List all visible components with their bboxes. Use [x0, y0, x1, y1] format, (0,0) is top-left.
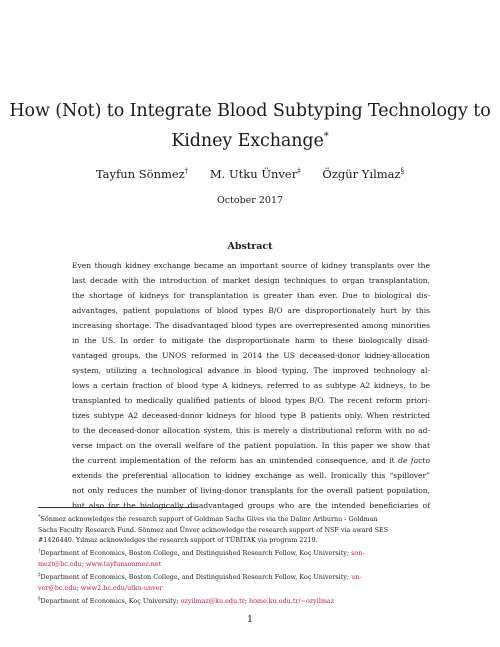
footnotes — [38, 512, 464, 608]
website-link[interactable]: www2.bc.edu/utku-unver — [80, 583, 163, 592]
title-line-2 — [0, 124, 500, 154]
footnote-line — [38, 512, 464, 525]
author-1 — [96, 167, 188, 181]
footnote-line: #1426440. Yılmaz acknowledges the research support of TÜBİTAK via program 2219. — [38, 535, 318, 544]
footnote-line — [38, 594, 464, 607]
abstract-line: extends the preferential allocation to kidney exchange as well. Ironically this “spillover” — [72, 471, 430, 480]
abstract-line: not only reduces the number of living-donor transplants for the overall patient population, — [72, 486, 430, 495]
abstract-line: system, utilizing a technological advance in blood typing. The improved technology al- — [72, 366, 430, 375]
author-list — [0, 167, 500, 181]
footnote-line — [38, 559, 464, 569]
author-1-name: Tayfun Sönmez — [95, 167, 185, 181]
abstract-line: but also for the biologically disadvantaged groups who are the intended beneficiaries of — [72, 501, 430, 510]
abstract-line: transplanted to medically qualified patients of blood types B/O. The recent reform priori- — [72, 396, 430, 405]
footnote-line: Sachs Faculty Research Fund. Sönmez and Ünver acknowledge the research support of NSF via award SES — [38, 525, 389, 534]
footnote-funding — [38, 512, 464, 545]
author-2-mark: ‡ — [297, 167, 301, 176]
abstract-line: increasing shortage. The disadvantaged blood types are overrepresented among minorities — [72, 321, 430, 330]
author-3 — [322, 167, 404, 181]
footnote-text: Sönmez acknowledges the research support of Goldman Sachs Gives via the Dalinc Ariburnu - Goldman — [40, 515, 378, 524]
footnote-mark: § — [38, 596, 41, 603]
abstract-line: lows a certain fraction of blood type A kidneys, referred to as subtype A2 kidneys, to be — [72, 381, 430, 390]
footnote-author-2 — [38, 570, 464, 593]
footnote-author-1 — [38, 546, 464, 569]
abstract-line: tizes subtype A2 deceased-donor kidneys for blood type B patients only. When restricted — [72, 411, 430, 420]
abstract-line: in the US. In order to mitigate the disproportionate harm to these biologically disad- — [72, 336, 430, 345]
author-1-mark: † — [184, 167, 189, 176]
website-link[interactable]: www.tayfunsonmez.net — [86, 559, 162, 568]
footnote-author-3 — [38, 594, 464, 607]
abstract-line: last decade with the introduction of market design techniques to organ transplantation, — [72, 276, 430, 285]
footnote-rule — [38, 507, 198, 508]
abstract-line-text: the current implementation of the reform has an unintended consequence, and it — [72, 456, 399, 465]
abstract-line: Even though kidney exchange became an important source of kidney transplants over the — [72, 261, 430, 270]
footnote-text: Department of Economics, Boston College, and Distinguished Research Fellow, Koç University; — [40, 573, 352, 582]
author-2 — [210, 167, 301, 181]
abstract-italic-phrase: de facto — [398, 456, 430, 465]
abstract-line: to the deceased-donor allocation system, this is merely a distributional reform with no ad- — [72, 426, 430, 435]
title-line-2-text: Kidney Exchange — [171, 130, 324, 151]
abstract-body — [72, 258, 430, 513]
abstract-line: vantaged groups, the UNOS reformed in 2014 the US deceased-donor kidney-allocation — [72, 351, 430, 360]
abstract-line: verse impact on the overall welfare of the patient population. In this paper we show that — [72, 441, 430, 450]
abstract-heading: Abstract — [227, 241, 273, 252]
title-footnote-mark: * — [323, 131, 329, 142]
footnote-separator: ; — [81, 559, 87, 568]
author-3-name: Özgür Yılmaz — [322, 167, 401, 181]
email-link-part[interactable]: son- — [351, 549, 365, 558]
abstract-line: advantages, patient populations of blood types B/O are disproportionately hurt by this — [72, 306, 430, 315]
email-link[interactable]: ver@bc.edu — [38, 583, 77, 592]
footnote-separator: ; — [244, 597, 249, 606]
footnote-mark: ‡ — [38, 572, 41, 579]
title-line-1: How (Not) to Integrate Blood Subtyping Technology to — [9, 101, 491, 121]
footnote-mark: † — [38, 548, 41, 555]
abstract-line-with-italic — [72, 453, 430, 468]
website-link[interactable]: home.ku.edu.tr/~ozyilmaz — [248, 597, 335, 606]
footnote-mark: * — [38, 514, 41, 520]
author-3-mark: § — [400, 167, 405, 176]
author-2-name: M. Utku Ünver — [209, 167, 298, 181]
email-link[interactable]: ozyilmaz@ku.edu.tr — [180, 597, 245, 606]
footnote-line — [38, 546, 464, 559]
email-link-part[interactable]: un- — [351, 573, 362, 582]
email-link[interactable]: mezt@bc.edu — [38, 559, 82, 568]
footnote-line — [38, 583, 464, 593]
paper-date: October 2017 — [216, 195, 284, 206]
footnote-text: Department of Economics, Koç University; — [40, 597, 181, 606]
abstract-line: the shortage of kidneys for transplantation is greater than ever. Due to biological dis- — [72, 291, 430, 300]
paper-title — [0, 98, 500, 154]
footnote-text: Department of Economics, Boston College, and Distinguished Research Fellow, Koç University; — [40, 549, 352, 558]
footnote-line — [38, 570, 464, 583]
footnote-separator: ; — [76, 583, 81, 592]
page-number: 1 — [246, 614, 254, 625]
